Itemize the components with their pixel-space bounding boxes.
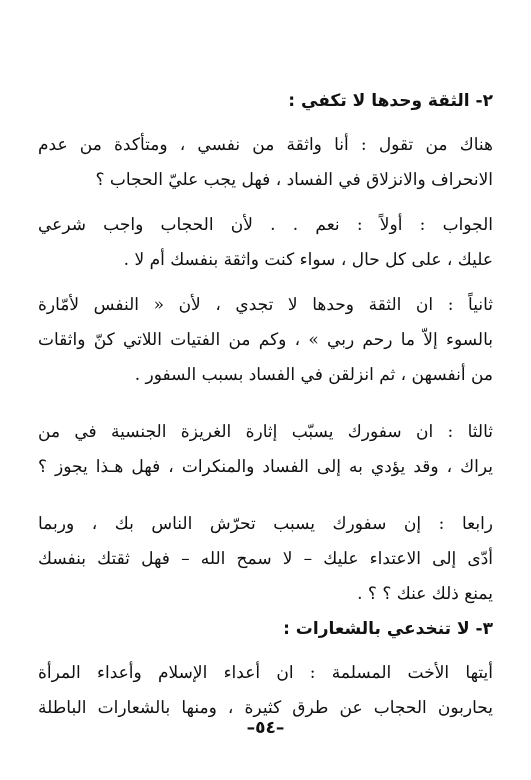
paragraph-answer-second <box>38 288 493 393</box>
text-line: هناك من تقول : أنا واثقة من نفسي ، ومتأكدة من عدم <box>38 135 493 155</box>
paragraph-slogans <box>38 656 493 726</box>
paragraph-answer-first <box>38 208 493 278</box>
paragraph-answer-fourth <box>38 507 493 612</box>
text-line: من أنفسهن ، ثم انزلقن في الفساد بسبب السفور . <box>134 365 493 385</box>
paragraph-confidence-claim <box>38 128 493 198</box>
text-line: الجواب : أولاً : نعم . . لأن الحجاب واجب شرعي <box>38 215 493 235</box>
section-heading-3: ٣- لا تنخدعي بالشعارات : <box>283 619 493 639</box>
section-heading-2: ٢- الثقة وحدها لا تكفي : <box>288 91 493 111</box>
text-line: أدّى إلى الاعتداء عليك – لا سمح الله – فهل ثقتك بنفسك <box>38 549 493 569</box>
page-number: –٥٤– <box>246 718 285 738</box>
text-line: ثانياً : ان الثقة وحدها لا تجدي ، لأن « النفس لأمّارة <box>38 295 493 315</box>
text-line: أيتها الأخت المسلمة : ان أعداء الإسلام وأعداء المرأة <box>38 663 493 683</box>
text-line: الانحراف والانزلاق في الفساد ، فهل يجب عليّ الحجاب ؟ <box>95 170 493 190</box>
text-line: يراك ، وقد يؤدي به إلى الفساد والمنكرات ، فهل هـذا يجوز ؟ <box>38 457 493 477</box>
text-line: ثالثا : ان سفورك يسبّب إثارة الغريزة الجنسية في من <box>38 422 493 442</box>
page-body <box>38 84 493 726</box>
paragraph-answer-third <box>38 415 493 485</box>
text-line: رابعا : إن سفورك يسبب تحرّش الناس بك ، وربما <box>38 514 493 534</box>
text-line: يمنع ذلك عنك ؟ ؟ . <box>357 584 493 604</box>
text-line: عليك ، على كل حال ، سواء كنت واثقة بنفسك أم لا . <box>123 250 493 270</box>
text-line: يحاربون الحجاب عن طرق كثيرة ، ومنها بالشعارات الباطلة <box>38 698 493 718</box>
text-line: بالسوء إلاّ ما رحم ربي » ، وكم من الفتيات اللاتي كنّ واثقات <box>38 330 493 350</box>
